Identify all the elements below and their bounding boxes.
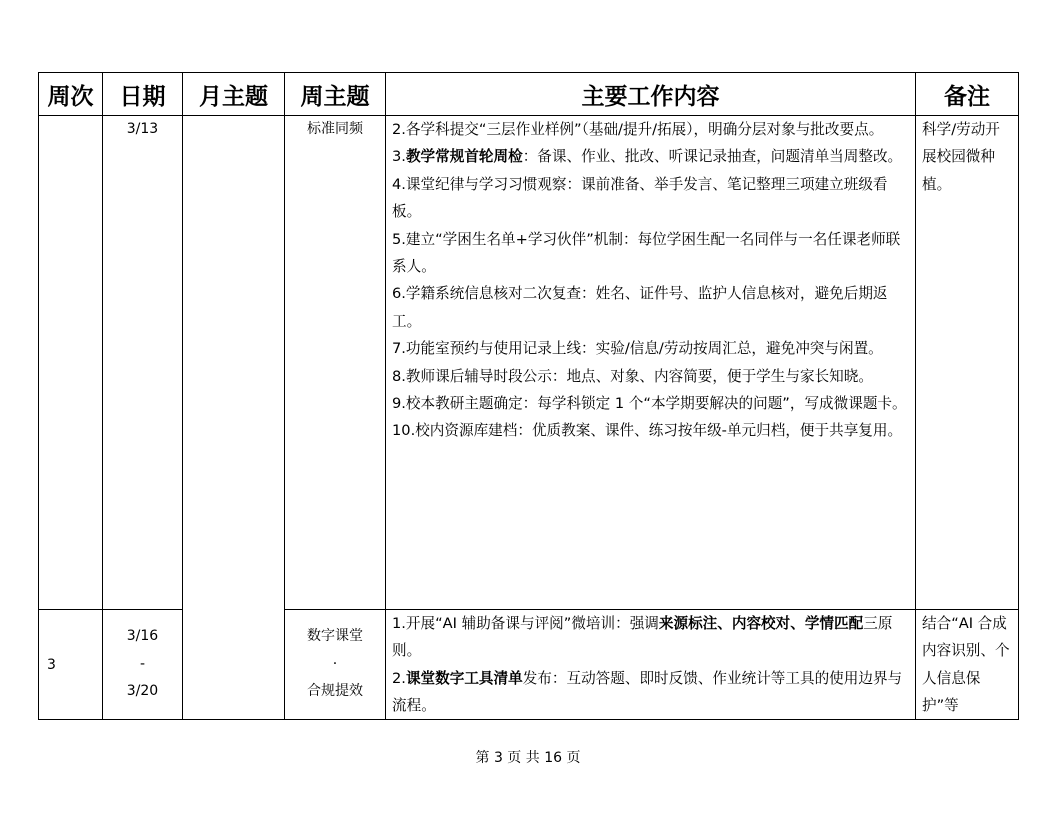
header-date: 日期 [103,73,183,116]
date-cell: 3/13 [103,116,183,610]
work-item: 6.学籍系统信息核对二次复查：姓名、证件号、监护人信息核对，避免后期返工。 [392,285,888,330]
work-item: 4.课堂纪律与学习习惯观察：课前准备、举手发言、笔记整理三项建立班级看板。 [392,175,888,221]
header-week: 周次 [39,73,103,116]
table-header-row [39,73,1019,116]
work-item: 1.开展“AI 辅助备课与评阅”微培训：强调来源标注、内容校对、学情匹配三原则。 [392,615,893,660]
week-theme-line: 合规提效 [307,683,363,700]
week-theme-separator: · [332,655,338,672]
header-main-work: 主要工作内容 [386,73,916,116]
header-remarks: 备注 [916,73,1019,116]
month-theme-cell [183,116,285,720]
table-row [39,116,1019,610]
remarks-text: 结合“AI 合成内容识别、个人信息保护”等 [922,615,1010,715]
work-item: 8.教师课后辅导时段公示：地点、对象、内容简要，便于学生与家长知晓。 [392,367,873,385]
date-start: 3/16 [126,628,159,645]
main-work-cell [386,610,916,720]
work-item: 10.校内资源库建档：优质教案、课件、练习按年级-单元归档，便于共享复用。 [392,422,903,440]
week-cell [39,116,103,610]
work-item: 5.建立“学困生名单+学习伙伴”机制：每位学困生配一名同伴与一名任课老师联系人。 [392,230,901,276]
schedule-table [38,72,1019,720]
week-cell: 3 [39,610,103,720]
date-cell [103,610,183,720]
work-item: 3.教学常规首轮周检：备课、作业、批改、听课记录抽查，问题清单当周整改。 [392,148,903,166]
header-month-theme: 月主题 [183,73,285,116]
work-item: 2.各学科提交“三层作业样例”（基础/提升/拓展），明确分层对象与批改要点。 [392,121,884,138]
week-theme-cell: 标准同频 [285,116,386,610]
date-separator: - [139,655,146,672]
page-number-footer: 第 3 页 共 16 页 [475,750,581,766]
remarks-cell [916,610,1019,720]
date-end: 3/20 [126,683,159,700]
remarks-cell: 科学/劳动开展校园微种植。 [916,116,1019,610]
main-work-cell [386,116,916,610]
work-item: 7.功能室预约与使用记录上线：实验/信息/劳动按周汇总，避免冲突与闲置。 [392,340,883,358]
work-item: 2.课堂数字工具清单发布：互动答题、即时反馈、作业统计等工具的使用边界与流程。 [392,669,903,715]
work-item: 9.校本教研主题确定：每学科锁定 1 个“本学期要解决的问题”，写成微课题卡。 [392,395,907,413]
week-theme-line: 数字课堂 [307,628,363,645]
header-week-theme: 周主题 [285,73,386,116]
week-theme-cell [285,610,386,720]
